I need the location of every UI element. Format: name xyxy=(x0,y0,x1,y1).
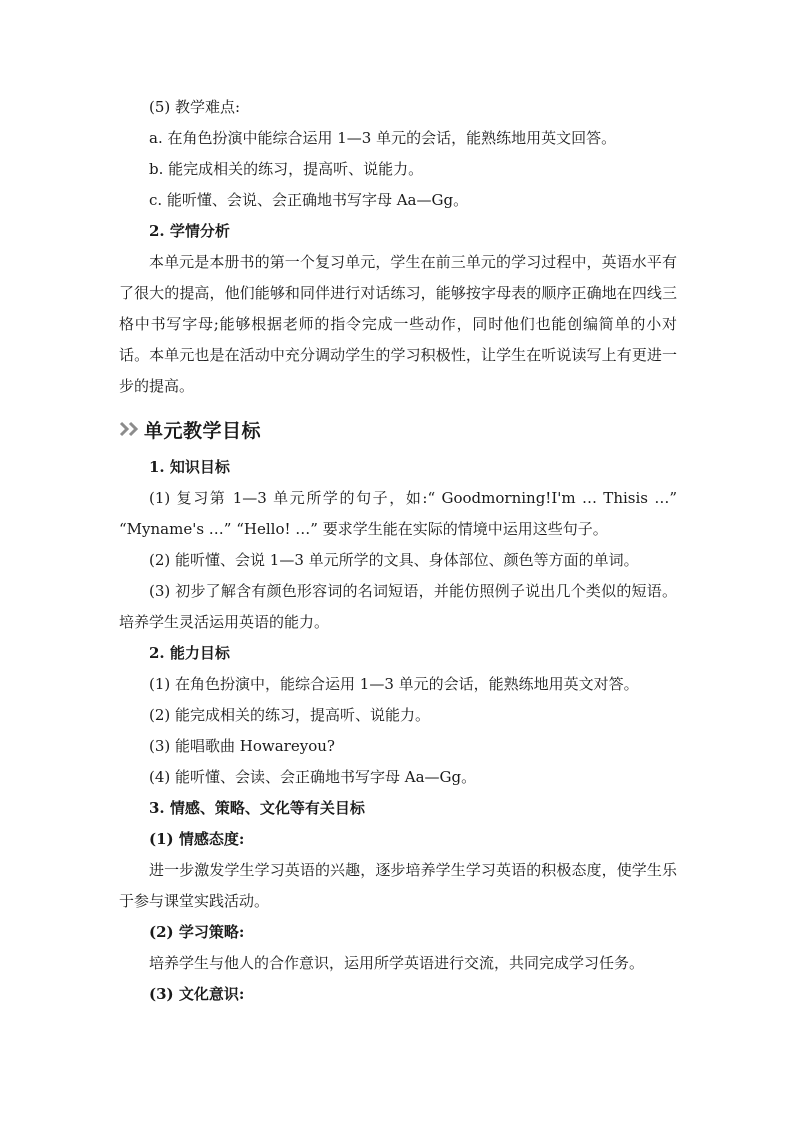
section-title xyxy=(119,412,677,446)
difficulty-item-a: a. 在角色扮演中能综合运用 1—3 单元的会话，能熟练地用英文回答。 xyxy=(149,129,617,147)
page-content xyxy=(119,92,677,1010)
attitude-heading: (1) 情感态度: xyxy=(149,830,245,848)
strategy-heading: (2) 学习策略: xyxy=(149,923,245,941)
ability-item-3: (3) 能唱歌曲 Howareyou? xyxy=(149,737,335,755)
ability-item-2: (2) 能完成相关的练习，提高听、说能力。 xyxy=(149,706,431,724)
knowledge-heading: 1. 知识目标 xyxy=(149,458,230,476)
attitude-text: 进一步激发学生学习英语的兴趣，逐步培养学生学习英语的积极态度，使学生乐于参与课堂实践活动。 xyxy=(119,861,677,910)
ability-item-1: (1) 在角色扮演中，能综合运用 1—3 单元的会话，能熟练地用英文对答。 xyxy=(149,675,639,693)
analysis-heading: 2. 学情分析 xyxy=(149,222,230,240)
strategy-text: 培养学生与他人的合作意识，运用所学英语进行交流，共同完成学习任务。 xyxy=(149,954,645,972)
difficulty-heading: (5) 教学难点: xyxy=(149,98,241,116)
ability-item-4: (4) 能听懂、会读、会正确地书写字母 Aa—Gg。 xyxy=(149,768,477,786)
emotion-heading: 3. 情感、策略、文化等有关目标 xyxy=(149,799,365,817)
knowledge-item-2: (2) 能听懂、会说 1—3 单元所学的文具、身体部位、颜色等方面的单词。 xyxy=(149,551,639,569)
section-title-text: 单元教学目标 xyxy=(144,419,262,442)
double-chevron-icon xyxy=(119,421,141,437)
knowledge-item-1: (1) 复习第 1—3 单元所学的句子，如:“ Goodmorning!I'm … Thisis …” “Myname's …” “Hello! …” 要求学生能在实际的情境中运用这些句子。 xyxy=(119,489,677,538)
difficulty-item-b: b. 能完成相关的练习，提高听、说能力。 xyxy=(149,160,424,178)
knowledge-item-3: (3) 初步了解含有颜色形容词的名词短语，并能仿照例子说出几个类似的短语。培养学生灵活运用英语的能力。 xyxy=(119,582,677,631)
ability-heading: 2. 能力目标 xyxy=(149,644,230,662)
culture-heading: (3) 文化意识: xyxy=(149,985,245,1003)
analysis-paragraph: 本单元是本册书的第一个复习单元，学生在前三单元的学习过程中，英语水平有了很大的提高，他们能够和同伴进行对话练习，能够按字母表的顺序正确地在四线三格中书写字母;能够根据老师的指令完成一些动作，同时他们也能创编简单的小对话。本单元也是在活动中充分调动学生的学习积极性，让学生在听说读写上有更进一步的提高。 xyxy=(119,253,677,395)
difficulty-item-c: c. 能听懂、会说、会正确地书写字母 Aa—Gg。 xyxy=(149,191,469,209)
